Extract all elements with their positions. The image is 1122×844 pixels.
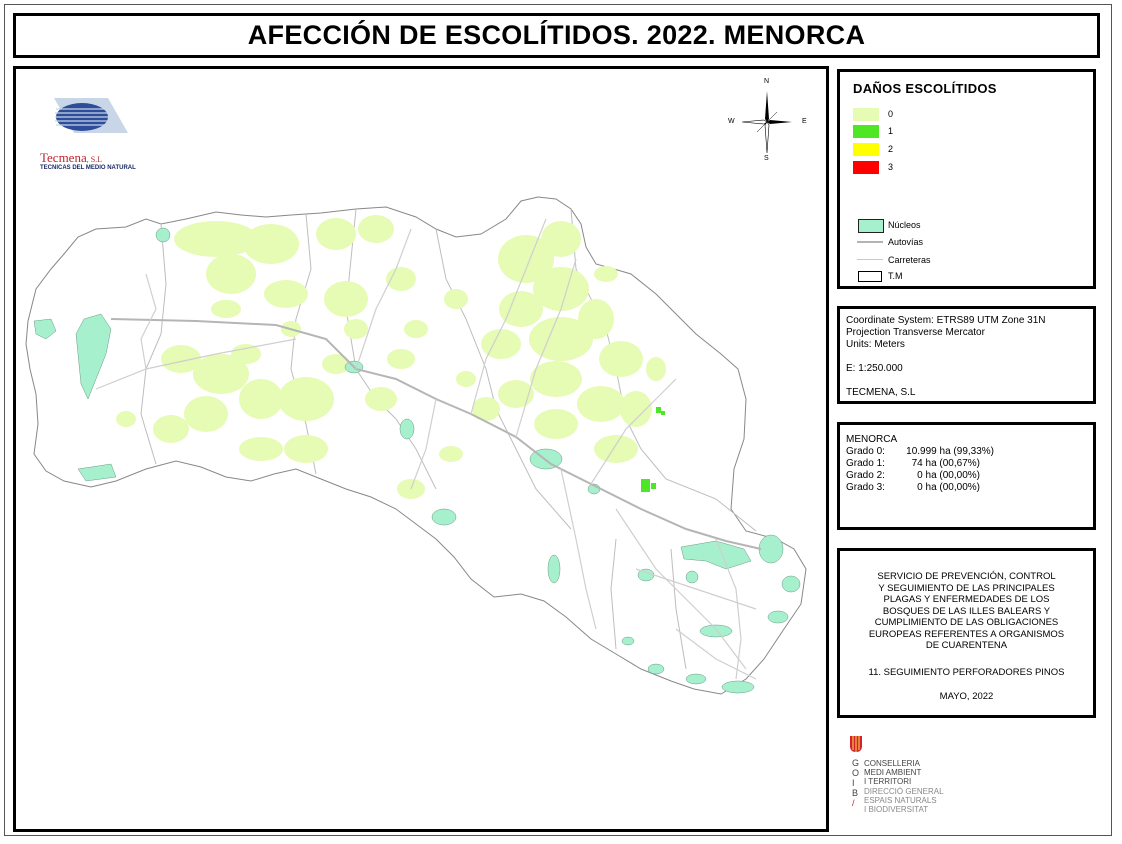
legend-swatch-nucleos bbox=[858, 219, 884, 233]
stats-row bbox=[846, 482, 1086, 493]
goib-line: ESPAIS NATURALS bbox=[864, 796, 937, 805]
stats-label: Grado 1: bbox=[846, 458, 885, 469]
goib-line: CONSELLERIA bbox=[864, 759, 921, 768]
logo-name: Tecmena, S.L bbox=[40, 150, 103, 165]
goib-slash-icon: / bbox=[852, 798, 855, 808]
compass-w: W bbox=[728, 118, 735, 125]
stats-value: 10.999 ha (99,33%) bbox=[906, 446, 994, 457]
legend-swatch-3 bbox=[853, 161, 879, 174]
service-line: SERVICIO DE PREVENCIÓN, CONTROL bbox=[877, 571, 1056, 582]
coordinate-system: Coordinate System: ETRS89 UTM Zone 31N bbox=[846, 315, 1046, 326]
stats-label: Grado 0: bbox=[846, 446, 885, 457]
legend-label-carreteras: Carreteras bbox=[888, 255, 931, 265]
compass-n: N bbox=[764, 78, 770, 85]
scale: E: 1:250.000 bbox=[846, 363, 903, 374]
legend-label-1: 1 bbox=[888, 126, 894, 136]
service-description bbox=[844, 571, 1089, 652]
goib-line: I BIODIVERSITAT bbox=[864, 805, 929, 814]
legend-swatch-2 bbox=[853, 143, 879, 156]
legend-title: DAÑOS ESCOLÍTIDOS bbox=[853, 81, 997, 96]
legend-symbol-carreteras bbox=[857, 259, 883, 260]
legend-symbol-tm bbox=[858, 271, 882, 282]
stats-value: 0 ha (00,00%) bbox=[917, 470, 980, 481]
service-line: PLAGAS Y ENFERMEDADES DE LOS bbox=[883, 594, 1050, 605]
legend-label-2: 2 bbox=[888, 144, 894, 154]
stats-value: 74 ha (00,67%) bbox=[911, 458, 980, 469]
legend-label-nucleos: Núcleos bbox=[888, 220, 921, 230]
service-line: EUROPEAS REFERENTES A ORGANISMOS bbox=[868, 628, 1065, 640]
projection-name: Projection Transverse Mercator bbox=[846, 327, 985, 338]
map-frame bbox=[13, 66, 829, 832]
stats-row bbox=[846, 446, 1086, 457]
service-line: Y SEGUIMIENTO DE LAS PRINCIPALES bbox=[878, 582, 1055, 594]
legend-label-tm: T.M bbox=[888, 271, 903, 281]
projection-panel bbox=[837, 306, 1096, 404]
goib-line: MEDI AMBIENT bbox=[864, 768, 922, 777]
legend-label-0: 0 bbox=[888, 109, 894, 119]
goib-logo bbox=[850, 736, 970, 826]
stats-value: 0 ha (00,00%) bbox=[917, 482, 980, 493]
legend-panel bbox=[837, 69, 1096, 289]
service-panel bbox=[837, 548, 1096, 718]
stats-area: MENORCA bbox=[846, 434, 898, 445]
service-line: CUMPLIMIENTO DE LAS OBLIGACIONES bbox=[874, 617, 1059, 628]
goib-line: I TERRITORI bbox=[864, 777, 912, 786]
stats-row bbox=[846, 458, 1086, 469]
stats-label: Grado 2: bbox=[846, 470, 885, 481]
legend-label-3: 3 bbox=[888, 162, 894, 172]
legend-swatch-1 bbox=[853, 125, 879, 138]
legend-swatch-0 bbox=[853, 108, 879, 121]
title-box bbox=[13, 13, 1100, 58]
compass-e: E bbox=[802, 118, 807, 125]
stats-label: Grado 3: bbox=[846, 482, 885, 493]
goib-letter: O bbox=[852, 768, 860, 778]
units: Units: Meters bbox=[846, 339, 905, 350]
island-outline bbox=[26, 197, 806, 694]
stats-panel bbox=[837, 422, 1096, 530]
page-title: AFECCIÓN DE ESCOLÍTIDOS. 2022. MENORCA bbox=[247, 20, 866, 50]
goib-line: DIRECCIÓ GENERAL bbox=[864, 787, 944, 796]
company: TECMENA, S.L bbox=[846, 387, 916, 398]
service-line: DE CUARENTENA bbox=[925, 640, 1008, 651]
menorca-map bbox=[16, 69, 826, 829]
service-task: 11. SEGUIMIENTO PERFORADORES PINOS bbox=[868, 667, 1065, 678]
stats-row bbox=[846, 470, 1086, 481]
service-date: MAYO, 2022 bbox=[939, 691, 994, 702]
legend-label-autovias: Autovías bbox=[888, 237, 924, 247]
compass-s: S bbox=[764, 155, 769, 162]
logo-tagline: TECNICAS DEL MEDIO NATURAL bbox=[40, 165, 136, 171]
goib-letter: I bbox=[852, 778, 855, 788]
goib-letter: B bbox=[852, 788, 859, 798]
service-line: BOSQUES DE LAS ILLES BALEARS Y bbox=[882, 605, 1051, 617]
goib-crest-icon bbox=[850, 736, 862, 752]
legend-symbol-autovias bbox=[857, 241, 883, 243]
goib-letter: G bbox=[852, 758, 860, 768]
